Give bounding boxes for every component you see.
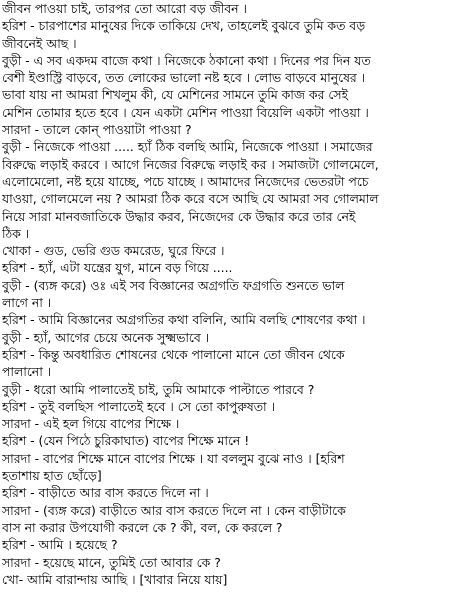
text-line: লাগে না । [2,295,52,311]
text-line: বুড়ী - (ব্যঙ্গ করে) ওঃ এই সব বিজ্ঞানের অগ্রগতি ফগ্রগতি শুনতে ভাল [2,277,345,293]
text-line: হরিশ - আমি । হয়েছে ? [2,537,118,553]
text-line: খোকা - গুড, ভেরি গুড কমরেড, ঘুরে ফিরে । [2,243,225,259]
text-line: পালানো । [2,364,52,380]
text-line: বাস না করার উপযোগী করলে কে ? কী, বল, কে করলে ? [2,519,283,535]
text-line: সারদা - এই হল গিয়ে বাপের শিক্ষে । [2,416,180,432]
text-line: জীবনেই আছ । [2,35,77,51]
text-line: সারদা - বাপের শিক্ষে মানে বাপের শিক্ষে । যা বললুম বুঝে নাও । [হরিশ [2,450,345,466]
text-line: খো- আমি বারান্দায় আছি । [খাবার নিয়ে যায়] [2,571,228,587]
text-line: ঠিক । [2,225,30,241]
text-line: হরিশ - তুই বলছিস পালাতেই হবে । সে তো কাপুরুষতা । [2,398,275,414]
text-line: মেশিন তোমার হতে হবে । যেন একটা মেশিন পাওয়া বিয়েলি একটা পাওয়া । [2,104,369,120]
text-line: নিয়ে সারা মানবজাতিকে উদ্ধার করব, নিজেদের কে উদ্ধার করে তার নেই [2,208,356,224]
text-line: ভাবা যায় না আমরা শিখলুম কী, যে মেশিনের সামনে তুমি কাজ কর সেই [2,87,348,103]
text-line: হরিশ - আমি বিজ্ঞানের অগ্রগতির কথা বলিনি, আমি বলছি শোষণের কথা । [2,312,366,328]
text-line: জীবন পাওয়া চাই, তারপর তো আরো বড় জীবন । [2,1,247,16]
text-line: বুড়ী - হ্যাঁ, আগের চেয়ে অনেক সুক্ষ্মভাবে । [2,329,210,345]
text-line: সারদা - (ব্যঙ্গ করে) বাড়ীতে আর বাস করতে দিলে না । কেন বাড়ীটাকে [2,502,346,518]
text-line: সারদা - তালে কোন্ পাওয়াটা পাওয়া ? [2,122,192,138]
text-line: বুড়ী - ধরো আমি পালাতেই চাই, তুমি আমাকে পাল্টাতে পারবে ? [2,381,315,397]
text-line: বুড়ী - নিজেকে পাওয়া ..... হ্যাঁ ঠিক বলছি আমি, নিজেকে পাওয়া । সমাজের [2,139,373,155]
text-line: হরিশ - বাড়ীতে আর বাস করতে দিলে না । [2,485,209,501]
text-line: বিরুদ্ধে লড়াই করবে । আগে নিজের বিরুদ্ধে লড়াই কর । সমাজটা গোলমেলে, [2,156,379,172]
text-line: হরিশ - (যেন পিঠে চুরিকাঘাত) বাপের শিক্ষে মানে ! [2,433,250,449]
text-line: এলোমেলো, নষ্ট হয়ে যাচ্ছে, পচে যাচ্ছে । আমাদের নিজেদের ভেতরটা পচে [2,173,369,189]
text-line: সারদা - হয়েছে মানে, তুমিই তো আবার কে ? [2,554,221,570]
text-line: হরিশ - হ্যাঁ, এটা যন্ত্রের যুগ, মানে বড় গিয়ে ..... [2,260,233,276]
text-line: হরিশ - কিন্তু অবধারিত শোষনের থেকে পালানো মানে তো জীবন থেকে [2,346,345,362]
text-line: বেশী ইণ্ডাস্ট্রি বাড়বে, তত লোকের ভালো নষ্ট হবে । লোভ বাড়বে মানুষের । [2,70,366,86]
text-line: হতাশায় হাত ছোঁড়ে] [2,468,102,484]
text-line: হরিশ - চারপাশের মানুষের দিকে তাকিয়ে দেখ, তাহলেই বুঝবে তুমি কত বড় [2,18,366,34]
text-line: যাওয়া, গোলমেলে নয় ? আমরা ঠিক করে বসে আছি যে আমরা সব গোলমাল [2,191,379,207]
text-line: বুড়ী - এ সব একদম বাজে কথা । নিজেকে ঠকানো কথা । দিনের পর দিন যত [2,52,371,68]
